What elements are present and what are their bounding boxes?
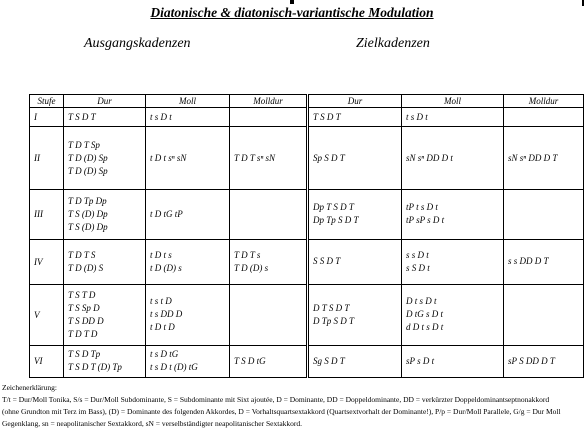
stufe-cell: I: [30, 108, 64, 127]
cadence-line: T S T D: [68, 289, 96, 300]
modulation-table: [29, 94, 584, 378]
cadence-cell: [308, 285, 402, 345]
cadence-cell: [146, 108, 230, 127]
cadence-cell: [308, 127, 402, 190]
cadence-cell: [504, 345, 584, 377]
table-header-row: [30, 95, 584, 108]
page-title: Diatonische & diatonisch-variantische Modulation: [150, 5, 434, 20]
table-row: [30, 285, 584, 345]
cadence-line: t s DD D: [150, 309, 183, 320]
cadence-line: S S D T: [313, 256, 341, 267]
cadence-line: s s D t: [406, 249, 429, 260]
cadence-cell: [146, 285, 230, 345]
table-row: [30, 108, 584, 127]
cadence-line: T S D T: [313, 111, 341, 122]
cadence-line: T D T s: [234, 249, 261, 260]
stufe-cell: V: [30, 285, 64, 345]
cadence-line: T D T Sp: [68, 139, 100, 150]
column-header: Molldur: [504, 95, 584, 108]
table-row: [30, 127, 584, 190]
table-row: [30, 190, 584, 240]
column-header: Molldur: [230, 95, 308, 108]
cadence-line: sP S DD D T: [508, 355, 555, 366]
legend: [2, 382, 584, 430]
cadence-cell: [402, 345, 504, 377]
cadence-line: T S (D) Dp: [68, 208, 108, 219]
cadence-cell: [308, 190, 402, 240]
cadence-cell: [64, 108, 146, 127]
cadence-line: T D (D) S: [68, 262, 104, 273]
stufe-cell: II: [30, 127, 64, 190]
cadence-line: T D (D) Sp: [68, 165, 108, 176]
cadence-cell: [504, 108, 584, 127]
cadence-line: T D Tp Dp: [68, 195, 107, 206]
column-header: Dur: [64, 95, 146, 108]
cadence-cell: [230, 108, 308, 127]
cadence-line: D t s D t: [406, 296, 437, 307]
table-row: [30, 239, 584, 284]
cadence-line: tP sP s D t: [406, 215, 445, 226]
column-header: Dur: [308, 95, 402, 108]
cadence-cell: [146, 345, 230, 377]
cadence-cell: [146, 127, 230, 190]
cadence-line: Sg S D T: [313, 355, 345, 366]
cadence-line: T D T sⁿ sN: [234, 152, 276, 163]
cadence-line: s S D t: [406, 262, 430, 273]
cadence-line: T D (D) s: [234, 262, 269, 273]
cadence-line: t D t D: [150, 322, 175, 333]
column-header: Stufe: [30, 95, 64, 108]
cadence-line: T D T D: [68, 328, 98, 339]
column-header: Moll: [146, 95, 230, 108]
cadence-line: t s D t: [150, 111, 172, 122]
cadence-line: t s D t: [406, 111, 428, 122]
cadence-line: T S D Tp: [68, 349, 101, 360]
cadence-line: t D tG tP: [150, 208, 183, 219]
cadence-line: t D (D) s: [150, 262, 182, 273]
stufe-cell: VI: [30, 345, 64, 377]
heading-ausgangskadenzen: Ausgangskadenzen: [84, 36, 191, 51]
legend-line: (ohne Grundton mit Terz im Bass), (D) = Dominante des folgenden Akkordes, D = Vorhaltsquartsextakkord (Quartsextvorhalt der Dominante!), P/p = Dur/Moll Parallele, G/g = Dur Moll: [2, 407, 561, 416]
cadence-cell: [308, 345, 402, 377]
table-row: [30, 345, 584, 377]
cadence-line: sN sⁿ DD D t: [406, 152, 453, 163]
stufe-cell: III: [30, 190, 64, 240]
cadence-line: Sp S D T: [313, 152, 345, 163]
cadence-cell: [504, 190, 584, 240]
cadence-cell: [402, 127, 504, 190]
cadence-line: D Tp S D T: [313, 315, 355, 326]
cadence-line: T S (D) Dp: [68, 221, 108, 232]
cadence-cell: [402, 190, 504, 240]
cadence-cell: [64, 127, 146, 190]
cadence-line: T S Sp D: [68, 302, 100, 313]
cadence-line: t D t sⁿ sN: [150, 152, 187, 163]
text-cursor-marker: [290, 0, 294, 4]
cadence-line: t D t s: [150, 249, 172, 260]
cadence-line: D tG s D t: [406, 309, 444, 320]
cadence-line: tP t s D t: [406, 202, 438, 213]
cadence-cell: [402, 108, 504, 127]
legend-line: T/t = Dur/Moll Tonika, S/s = Dur/Moll Subdominante, S = Subdominante mit Sixt ajoutée, D = Dominante, DD = Doppeldominante, DD = verkürzter Doppeldominantseptnonakkord: [2, 395, 550, 404]
cadence-cell: [146, 239, 230, 284]
legend-line: Gegenklang, sn = neapolitanischer Sextakkord, sN = verselbständigter neapolitanischer Sextakkord.: [2, 419, 303, 428]
cadence-line: sP s D t: [406, 355, 435, 366]
cadence-line: t s D t (D) tG: [150, 362, 198, 373]
cadence-cell: [230, 190, 308, 240]
cadence-cell: [230, 239, 308, 284]
cadence-line: d D t s D t: [406, 322, 444, 333]
cadence-line: Dp Tp S D T: [313, 215, 359, 226]
cadence-cell: [64, 285, 146, 345]
column-header: Moll: [402, 95, 504, 108]
cadence-cell: [402, 285, 504, 345]
cadence-cell: [504, 127, 584, 190]
cadence-line: T S D tG: [234, 355, 266, 366]
cadence-cell: [308, 108, 402, 127]
cadence-cell: [230, 345, 308, 377]
cadence-cell: [504, 285, 584, 345]
cadence-line: T S D T (D) Tp: [68, 362, 122, 373]
cadence-line: sN sⁿ DD D T: [508, 152, 558, 163]
cadence-cell: [64, 190, 146, 240]
cadence-cell: [146, 190, 230, 240]
cadence-cell: [308, 239, 402, 284]
cadence-line: T D (D) Sp: [68, 152, 108, 163]
cadence-cell: [64, 345, 146, 377]
cadence-line: Dp T S D T: [313, 202, 354, 213]
cadence-line: t s t D: [150, 296, 172, 307]
cadence-cell: [504, 239, 584, 284]
cadence-cell: [64, 239, 146, 284]
cadence-line: D T S D T: [313, 302, 350, 313]
cadence-cell: [230, 285, 308, 345]
cadence-cell: [230, 127, 308, 190]
cadence-line: t s D tG: [150, 349, 179, 360]
cadence-line: T S DD D: [68, 315, 104, 326]
stufe-cell: IV: [30, 239, 64, 284]
cadence-cell: [402, 239, 504, 284]
heading-zielkadenzen: Zielkadenzen: [356, 36, 430, 51]
cadence-line: T S D T: [68, 111, 96, 122]
cadence-line: T D T S: [68, 249, 96, 260]
cadence-line: s s DD D T: [508, 256, 549, 267]
legend-heading: Zeichenerklärung:: [2, 383, 57, 392]
